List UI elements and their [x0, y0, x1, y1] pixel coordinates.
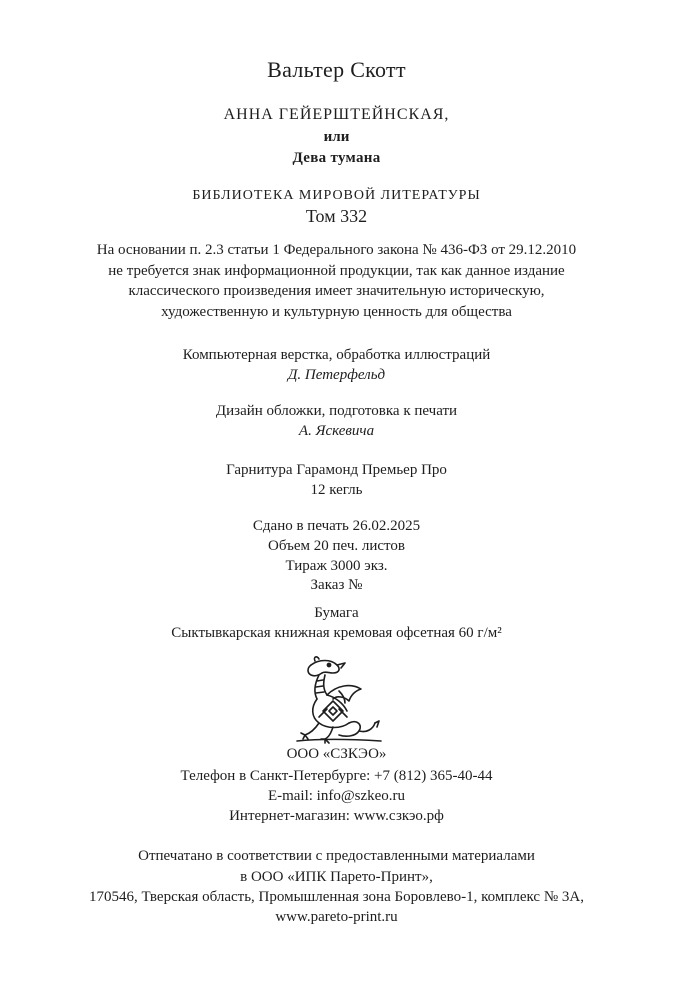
- legal-notice-line: На основании п. 2.3 статьи 1 Федерального закона № 436-ФЗ от 29.12.2010: [96, 242, 577, 258]
- title-conjunction: или: [323, 129, 350, 145]
- credit-layout-role: Компьютерная верстка, обработка иллюстраций: [182, 347, 491, 363]
- legal-notice: [0, 240, 673, 322]
- publisher-name: ООО «СЗКЭО»: [286, 746, 387, 762]
- print-date: Сдано в печать 26.02.2025: [252, 518, 421, 534]
- publisher-shop: Интернет-магазин: www.сзкэо.рф: [229, 808, 444, 824]
- publisher-email: E-mail: info@szkeo.ru: [267, 788, 406, 804]
- typeface-info: Гарнитура Гарамонд Премьер Про: [226, 462, 447, 478]
- author-name: Вальтер Скотт: [267, 57, 406, 82]
- printer-address: 170546, Тверская область, Промышленная зона Боровлево-1, комплекс № 3А,: [89, 889, 584, 905]
- print-volume: Объем 20 печ. листов: [268, 538, 405, 554]
- legal-notice-line: классического произведения имеет значительную историческую,: [128, 283, 545, 299]
- printer-website: www.pareto-print.ru: [275, 909, 398, 925]
- paper-value: Сыктывкарская книжная кремовая офсетная 60 г/м²: [171, 625, 502, 641]
- credit-cover-name: А. Яскевича: [298, 423, 375, 439]
- paper-label: Бумага: [314, 605, 359, 621]
- printer-info-line: в ООО «ИПК Парето-Принт»,: [240, 869, 433, 885]
- legal-notice-line: не требуется знак информационной продукции, так как данное издание: [108, 262, 565, 279]
- book-subtitle: Дева тумана: [292, 150, 381, 166]
- dragon-emblem-icon: [289, 655, 385, 745]
- credit-layout-name: Д. Петерфельд: [287, 367, 386, 383]
- series-name: БИБЛИОТЕКА МИРОВОЙ ЛИТЕРАТУРЫ: [192, 188, 481, 203]
- legal-notice-line: художественную и культурную ценность для общества: [161, 303, 512, 320]
- credit-cover-role: Дизайн обложки, подготовка к печати: [215, 403, 458, 419]
- book-title: АННА ГЕЙЕРШТЕЙНСКАЯ,: [223, 106, 450, 123]
- volume-number: Том 332: [305, 206, 368, 226]
- print-run: Тираж 3000 экз.: [285, 558, 388, 574]
- order-number: Заказ №: [310, 577, 363, 593]
- publisher-phone: Телефон в Санкт-Петербурге: +7 (812) 365-40-44: [180, 768, 493, 784]
- printer-info-line: Отпечатано в соответствии с предоставленными материалами: [138, 848, 535, 864]
- font-size-info: 12 кегль: [310, 482, 363, 498]
